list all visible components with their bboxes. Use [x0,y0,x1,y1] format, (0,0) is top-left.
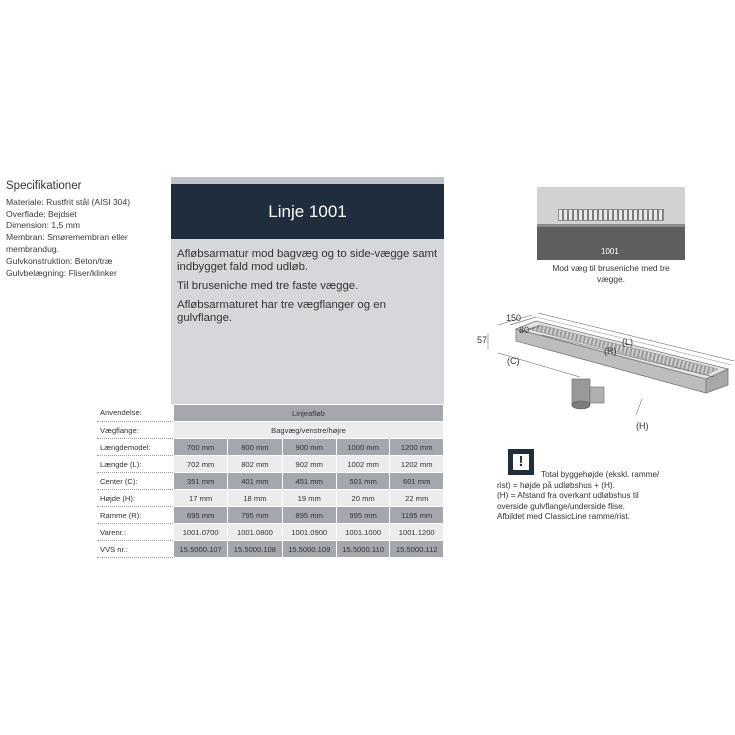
table-cell: 1000 mm [336,439,390,456]
description-paragraph-1: Afløbsarmatur mod bagvæg og to side-vægge samt indbygget fald mod udløb. [177,248,438,273]
exclamation-icon: ! [508,449,534,475]
table-cell: 1200 mm [390,439,444,456]
table-cell: 702 mm [174,456,228,473]
table-cell: 15.5000.107 [174,541,228,558]
table-cell: 995 mm [336,507,390,524]
row-label: Længde (L): [97,456,174,473]
table-cell: 1002 mm [336,456,390,473]
note-line-5: Afbildet med ClassicLine ramme/rist. [497,512,630,521]
table-cell: 19 mm [282,490,336,507]
table-cell: 795 mm [228,507,282,524]
table-cell: 601 mm [390,473,444,490]
dim-height-label: (H) [636,421,649,431]
panel-title: Linje 1001 [171,184,444,239]
spec-floor-covering: Gulvbelægning: Fliser/klinker [6,267,117,278]
table-row [97,439,444,456]
table-cell: 800 mm [228,439,282,456]
table-cell: 20 mm [336,490,390,507]
table-row [97,541,444,558]
table-row [97,422,444,439]
table-cell: 451 mm [282,473,336,490]
spec-table [97,404,444,558]
spec-material: Materiale: Rustfrit stål (AISI 304) [6,196,131,207]
table-cell: 17 mm [174,490,228,507]
row-label: Højde (H): [97,490,174,507]
table-cell: 802 mm [228,456,282,473]
table-row [97,473,444,490]
table-cell: 1195 mm [390,507,444,524]
note-line-2: rist) = højde på udløbshus + (H). [497,480,615,490]
product-photo [537,187,685,260]
specifications-block [6,181,171,279]
table-row [97,490,444,507]
spec-floor-construction: Gulvkonstruktion: Beton/træ [6,255,113,266]
table-cell: Bagvæg/venstre/højre [174,422,444,439]
photo-caption-line-2: vægge. [597,274,625,284]
photo-caption-line-1: Mod væg til bruseniche med tre [552,263,670,273]
table-cell: 700 mm [174,439,228,456]
table-cell: 1001.0900 [282,524,336,541]
table-cell: 1001.0800 [228,524,282,541]
installation-note [497,470,687,523]
table-cell: 15.5000.110 [336,541,390,558]
table-cell: 695 mm [174,507,228,524]
table-cell: 1001.1000 [336,524,390,541]
dim-center-label: (C) [507,356,520,366]
dim-length-label: (L) [622,337,633,347]
table-row [97,405,444,422]
panel-description [171,239,444,404]
description-paragraph-2: Til bruseniche med tre faste vægge. [177,280,359,292]
table-cell: 1001.0700 [174,524,228,541]
spec-membrane-cont: membrandug. [6,243,60,254]
drain-dimension-diagram [476,307,735,442]
table-cell: 900 mm [282,439,336,456]
photo-drain-grate [558,209,664,221]
specifications-heading: Specifikationer [6,180,82,192]
spec-surface: Overflade: Bejdset [6,208,77,219]
dim-150-label: 150 [506,313,522,323]
table-cell: 1202 mm [390,456,444,473]
table-cell: 1001.1200 [390,524,444,541]
dim-57-label: 57 [477,335,488,345]
note-line-1: Total byggehøjde (ekskl. ramme/ [541,470,660,479]
spec-dimension: Dimension: 1,5 mm [6,220,81,231]
table-row [97,456,444,473]
photo-label: 1001 [601,247,619,256]
panel-top-strip [171,177,444,184]
description-paragraph-3: Afløbsarmaturet har tre vægflanger og en gulvflange. [177,299,386,324]
photo-floor-edge [537,224,685,227]
table-cell: Linjeafløb [174,405,444,422]
row-label: Varenr.: [97,524,174,541]
table-cell: 22 mm [390,490,444,507]
table-cell: 501 mm [336,473,390,490]
spec-membrane: Membran: Smøremembran eller [6,232,128,243]
row-label: Anvendelse: [97,405,174,422]
dim-80-label: 80 [519,325,530,335]
row-label: Vægflange: [97,422,174,439]
table-cell: 18 mm [228,490,282,507]
dim-frame-label: (R) [604,346,617,356]
table-cell: 401 mm [228,473,282,490]
row-label: Ramme (R): [97,507,174,524]
row-label: Center (C): [97,473,174,490]
table-cell: 15.5000.108 [228,541,282,558]
table-cell: 351 mm [174,473,228,490]
table-cell: 15.5000.109 [282,541,336,558]
table-row [97,507,444,524]
table-cell: 895 mm [282,507,336,524]
row-label: VVS nr.: [97,541,174,558]
note-line-3: (H) = Afstand fra overkant udløbshus til [497,491,639,500]
note-line-4: overside gulvflange/underside flise. [497,501,625,511]
table-cell: 15.5000.112 [390,541,444,558]
table-row [97,524,444,541]
photo-caption [537,263,685,285]
row-label: Længdemodel: [97,439,174,456]
table-cell: 902 mm [282,456,336,473]
